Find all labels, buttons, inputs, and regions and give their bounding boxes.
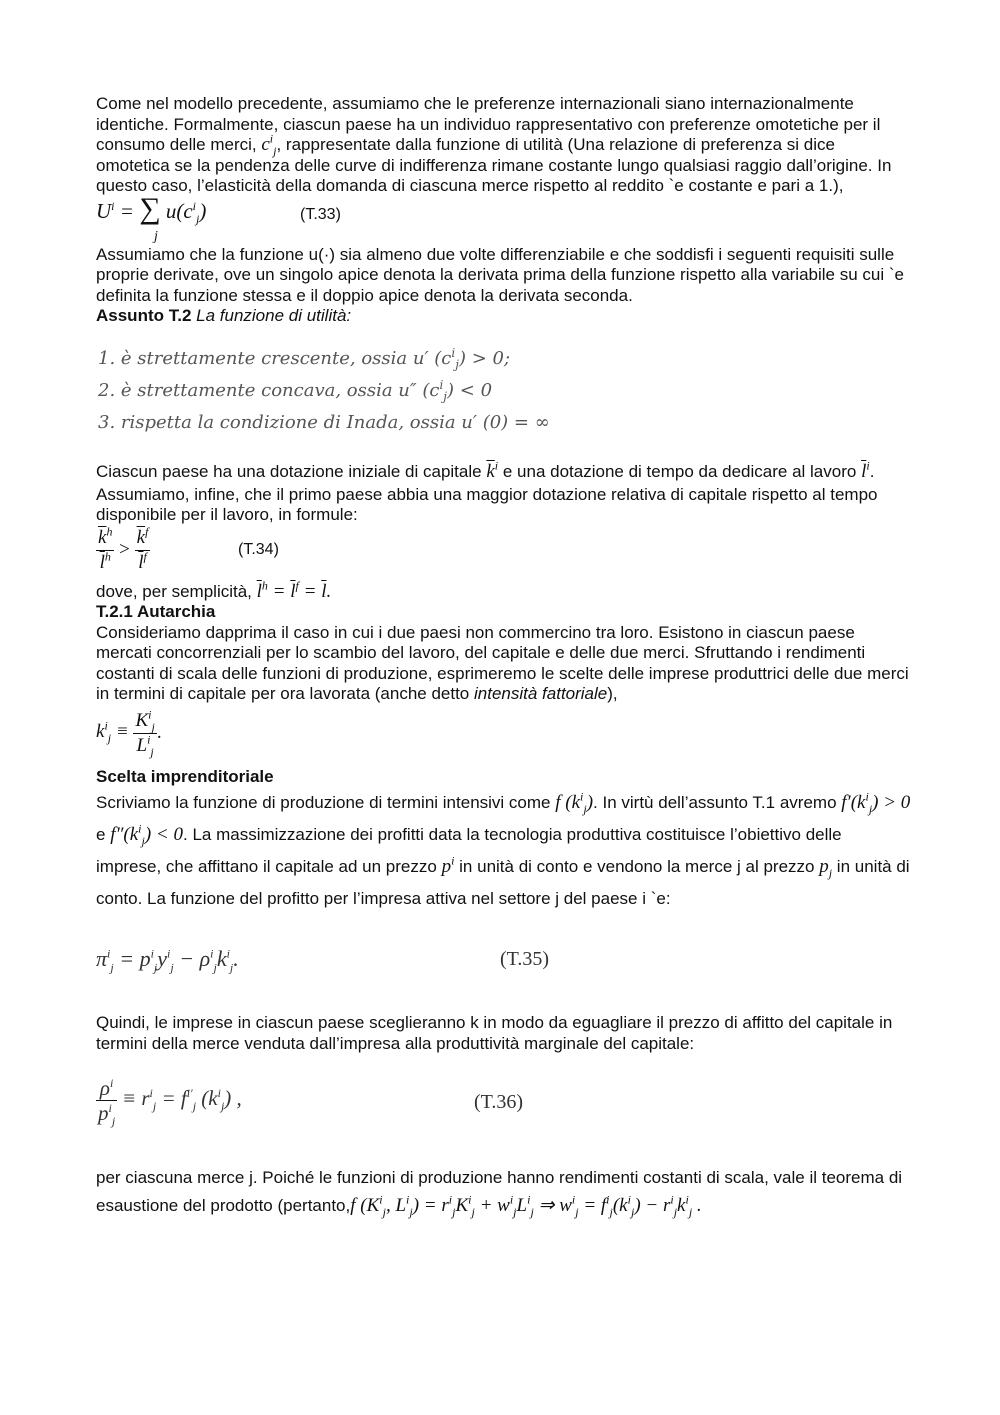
text-run: . In virtù dell’assunto T.1 avremo	[593, 793, 837, 812]
eq36-number: (T.36)	[474, 1091, 524, 1113]
eq34-number: (T.34)	[238, 540, 279, 558]
document-page	[96, 94, 911, 1220]
subsection-title: Scelta imprenditoriale	[96, 766, 274, 786]
assunto-text: La funzione di utilità:	[196, 306, 352, 325]
math-var: c	[261, 134, 270, 155]
text-run: per ciascuna merce j. Poiché le funzioni di produzione hanno rendimenti costanti di scala, vale il teorema di esaustione del prodotto (pertanto,	[96, 1168, 903, 1215]
equation-kij	[96, 705, 911, 767]
list-item: 3. rispetta la condizione di Inada, ossia u′ (0) = ∞	[98, 411, 550, 433]
math-lequal: $\overline{l}^h = \overline{l}^f = \overline{l}$.	[256, 578, 332, 602]
paragraph-choice: Quindi, le imprese in ciascun paese sceglieranno k in modo da eguagliare il prezzo di affitto del capitale in termini della merce venduta dall’impresa alla produttività marginale del capitale:	[96, 1013, 893, 1053]
text-run: e	[96, 825, 106, 844]
math-cij: $c^i_j$	[261, 131, 277, 158]
assumption-list	[98, 343, 911, 439]
text-run: Consideriamo dapprima il caso in cui i due paesi non commercino tra loro. Esistono in ciascun paese mercati concorrenziali per lo scambio del lavoro, del capitale e delle due merci. Sfruttando i rendimenti costanti di scala delle funzioni di produzione, esprimeremo le scelte delle imprese produttrici delle due merci in termini di capitale per ora lavorata (anche detto	[96, 622, 909, 703]
text-run: in unità di conto e vendono la merce j al prezzo	[459, 857, 815, 876]
text-run: dove, per semplicità,	[96, 581, 252, 601]
eq33-number: (T.33)	[300, 205, 341, 223]
text-run: . La massimizzazione dei profitti data la tecnologia produttiva costituisce l’obiettivo delle imprese, che affittano il capitale ad un prezzo	[96, 825, 842, 876]
assunto-heading	[96, 306, 911, 327]
paragraph-production	[96, 787, 911, 915]
assunto-label: Assunto T.2	[96, 306, 192, 325]
math-fk: f $(k^i_j)$	[555, 789, 594, 816]
paragraph-preferences	[96, 94, 911, 197]
paragraph-simplicity	[96, 578, 911, 603]
eq36-formula: $\frac{\rho^i}{p^i_j}$ ≡ $r^i_j = f^{i'}_j$ $(k^i_j)$ ,	[98, 1076, 242, 1129]
math-pj: $p_j$	[819, 856, 833, 880]
math-fprime: $f'(k^i_j) > 0$	[841, 789, 911, 816]
math-lbar: $\overline{l}^i$	[861, 458, 870, 482]
eq34-formula: $\frac{\overline{k}^h}{\overline{l}^h}$ > $\frac{\overline{k}^f}{\overline{l}^f}$	[98, 524, 149, 573]
text-run: e una dotazione di tempo da dedicare al lavoro	[502, 461, 857, 481]
section-title: T.2.1 Autarchia	[96, 602, 216, 621]
text-run: Scriviamo la funzione di produzione di termini intensivi come	[96, 793, 551, 812]
paragraph-derivatives: Assumiamo che la funzione u(·) sia almeno due volte differenziabile e che soddisfi i seguenti requisiti sulle proprie derivate, ove un singolo apice denota la derivata prima della funzione rispetto alla variabile su cui `e definita la funzione stessa e il doppio apice denota la derivata seconda.	[96, 244, 904, 305]
equation-t33	[96, 191, 911, 245]
list-item: 2. è strettamente concava, ossia u″ $(c^i_j) < 0$	[98, 377, 493, 404]
eq33-index: j	[154, 228, 158, 244]
equation-t36	[96, 1076, 911, 1146]
list-item-text: 1. è strettamente crescente, ossia u′ (c	[98, 347, 452, 369]
list-item: 1. è strettamente crescente, ossia u′ $(c^i_j) > 0$;	[98, 345, 511, 372]
math-kbar: $\overline{k}^i$	[486, 458, 499, 482]
equation-t35	[96, 935, 911, 995]
math-pi: $p^i$	[441, 853, 455, 877]
math-exhaustion: f ($K^i_j$, $L^i_j) = r^i_jK^i_j + w^i_jL^i_j$ ⇒ $w^i_j = f^i_j(k^i_j) - r^i_jk^i_j$ .	[350, 1192, 702, 1219]
paragraph-autarchy	[96, 623, 911, 705]
text-run: ),	[607, 684, 618, 703]
equation-t34	[96, 526, 911, 576]
kij-formula: $k^i_j$ ≡ $\frac{K^i_j}{L^i_j}$ .	[96, 707, 162, 759]
eq35-formula: $\pi^i_j = p^i_jy^i_j - \rho^i_jk^i_j$.	[96, 946, 239, 975]
paragraph-relative-endowment: Assumiamo, infine, che il primo paese abbia una maggior dotazione relativa di capitale rispetto al tempo disponibile per il lavoro, in formule:	[96, 484, 878, 524]
paragraph-exhaustion	[96, 1164, 911, 1220]
text-run: Ciascun paese ha una dotazione iniziale di capitale	[96, 461, 482, 481]
paragraph-endowment: Ciascun paese ha una dotazione iniziale di capitale $\overline{k}^i$ e una dotazione di tempo da dedicare al lavoro $\overline{l}^i$.	[96, 458, 875, 482]
list-item-text: 2. è strettamente concava, ossia u″ (c	[98, 379, 440, 401]
text-run: Come nel modello precedente, assumiamo che le preferenze internazionali siano internazionalmente identiche. Formalmente, ciascun paese ha un individuo rappresentativo con preferenze omotetiche per il consumo delle merci,	[96, 94, 881, 154]
eq35-number: (T.35)	[500, 948, 550, 970]
math-fsecond: $f''(k^i_j) < 0$	[110, 821, 183, 848]
text-run: in unità di conto. La funzione del profitto per l’impresa attiva nel settore j del paese i `e:	[96, 857, 910, 908]
eq33-formula: $U^i$ = ∑ $u(c^i_j)$	[96, 191, 207, 226]
text-run: , rappresentate dalla funzione di utilità (Una relazione di preferenza si dice omotetica se la pendenza delle curve di indifferenza rimane costante lungo qualsiasi raggio dall’origine. In questo caso, l’elasticità della domanda di ciascuna merce rispetto al reddito `e costante e pari a 1.),	[96, 135, 892, 195]
italic-term: intensità fattoriale	[474, 684, 608, 703]
